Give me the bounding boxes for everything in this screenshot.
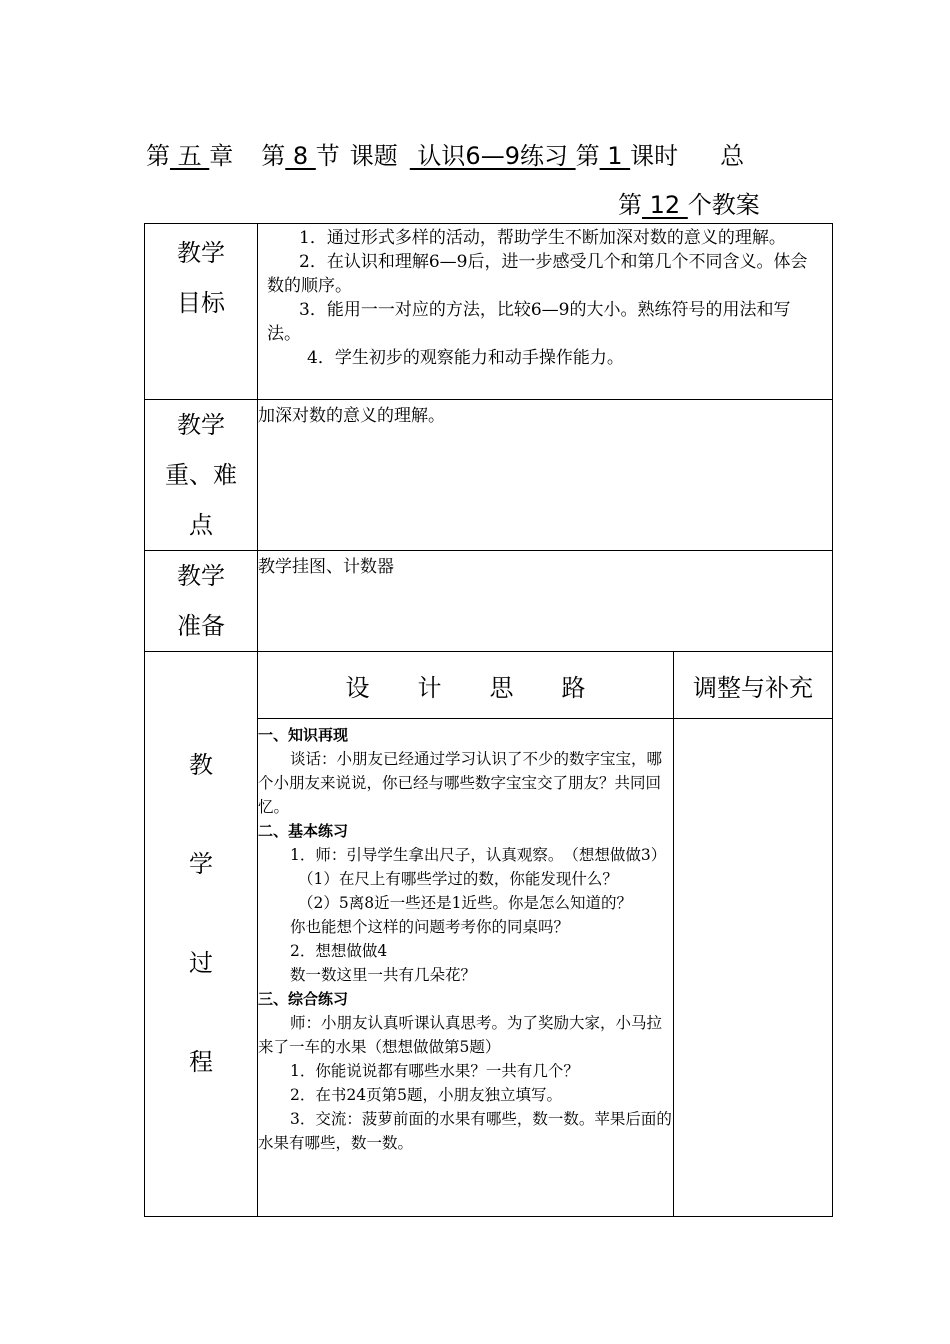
topic-label: 课题 <box>349 142 398 170</box>
goals-label-line2: 目标 <box>177 289 225 317</box>
period-suffix: 课时 <box>630 142 679 170</box>
lesson-plan-number: 12 <box>642 191 688 219</box>
lesson-header-line2 <box>618 185 760 220</box>
section-title: 一、知识再现 <box>258 726 349 744</box>
preparation-label-line1: 教学 <box>177 562 225 590</box>
lesson-plan-suffix: 个教案 <box>687 191 760 219</box>
lesson-plan-table <box>144 223 833 1217</box>
preparation-label-line2: 准备 <box>177 612 225 640</box>
process-label-char: 学 <box>189 850 213 878</box>
section-paragraph: 1．你能说说都有哪些水果？一共有几个？ <box>290 1062 579 1080</box>
key-points-row <box>145 400 833 551</box>
design-header: 设 计 思 路 <box>258 652 674 719</box>
section-paragraph: 你也能想个这样的问题考考你的同桌吗？ <box>290 918 570 936</box>
preparation-content: 教学挂图、计数器 <box>258 551 833 652</box>
section-paragraph: 谈话：小朋友已经通过学习认识了不少的数字宝宝，哪个小朋友来说说，你已经与哪些数字宝宝交了朋友？共同回忆。 <box>258 750 663 816</box>
chapter-suffix: 章 <box>209 142 234 170</box>
goals-label-line1: 教学 <box>177 239 225 267</box>
chapter-prefix: 第 <box>146 142 170 170</box>
design-content <box>258 719 674 1217</box>
goal-item: 1．通过形式多样的活动，帮助学生不断加深对数的意义的理解。 <box>299 228 786 248</box>
preparation-row <box>145 551 833 652</box>
lesson-header-line1 <box>146 136 744 171</box>
goal-item: 4．学生初步的观察能力和动手操作能力。 <box>307 348 624 368</box>
section-suffix: 节 <box>315 142 340 170</box>
goals-row <box>145 224 833 400</box>
period-prefix: 第 <box>575 142 600 170</box>
goal-item: 2．在认识和理解6—9后，进一步感受几个和第几个不同含义。体会数的顺序。 <box>267 252 808 296</box>
key-points-label-line1: 教学 <box>177 411 225 439</box>
total-label: 总 <box>720 142 745 170</box>
section-paragraph: 1．师：引导学生拿出尺子，认真观察。 （想想做做3） <box>290 846 667 864</box>
section-paragraph: （1）在尺上有哪些学过的数，你能发现什么？ <box>298 870 618 888</box>
lesson-plan-prefix: 第 <box>618 191 642 219</box>
preparation-label <box>145 551 258 652</box>
section-paragraph: 3．交流：菠萝前面的水果有哪些，数一数。苹果后面的水果有哪些，数一数。 <box>258 1110 672 1152</box>
process-label <box>145 652 258 1217</box>
goals-label <box>145 224 258 400</box>
key-points-label-line2: 重、难 <box>165 461 237 489</box>
process-label-char: 过 <box>189 949 213 977</box>
adjust-content <box>674 719 833 1217</box>
section-paragraph: 数一数这里一共有几朵花？ <box>290 966 477 984</box>
key-points-label-line3: 点 <box>189 511 213 539</box>
process-label-char: 程 <box>189 1048 213 1076</box>
section-number: 8 <box>285 142 316 170</box>
section-title: 三、综合练习 <box>258 990 349 1008</box>
goals-content <box>258 224 833 400</box>
adjust-header: 调整与补充 <box>674 652 833 719</box>
section-paragraph: 2．想想做做4 <box>290 942 388 960</box>
process-header-row <box>145 652 833 719</box>
section-paragraph: 师：小朋友认真听课认真思考。为了奖励大家，小马拉来了一车的水果（想想做做第5题） <box>258 1014 663 1056</box>
section-prefix: 第 <box>261 142 286 170</box>
process-label-char: 教 <box>189 751 213 779</box>
section-title: 二、基本练习 <box>258 822 349 840</box>
goal-item: 3．能用一一对应的方法，比较6—9的大小。熟练符号的用法和写法。 <box>267 300 791 344</box>
key-points-label <box>145 400 258 551</box>
topic-value: 认识6—9练习 <box>409 142 576 170</box>
section-paragraph: 2．在书24页第5题，小朋友独立填写。 <box>290 1086 562 1104</box>
key-points-content: 加深对数的意义的理解。 <box>258 400 833 551</box>
period-number: 1 <box>599 142 631 170</box>
section-paragraph: （2）5离8近一些还是1近些。你是怎么知道的？ <box>298 894 632 912</box>
chapter-number: 五 <box>170 142 210 170</box>
